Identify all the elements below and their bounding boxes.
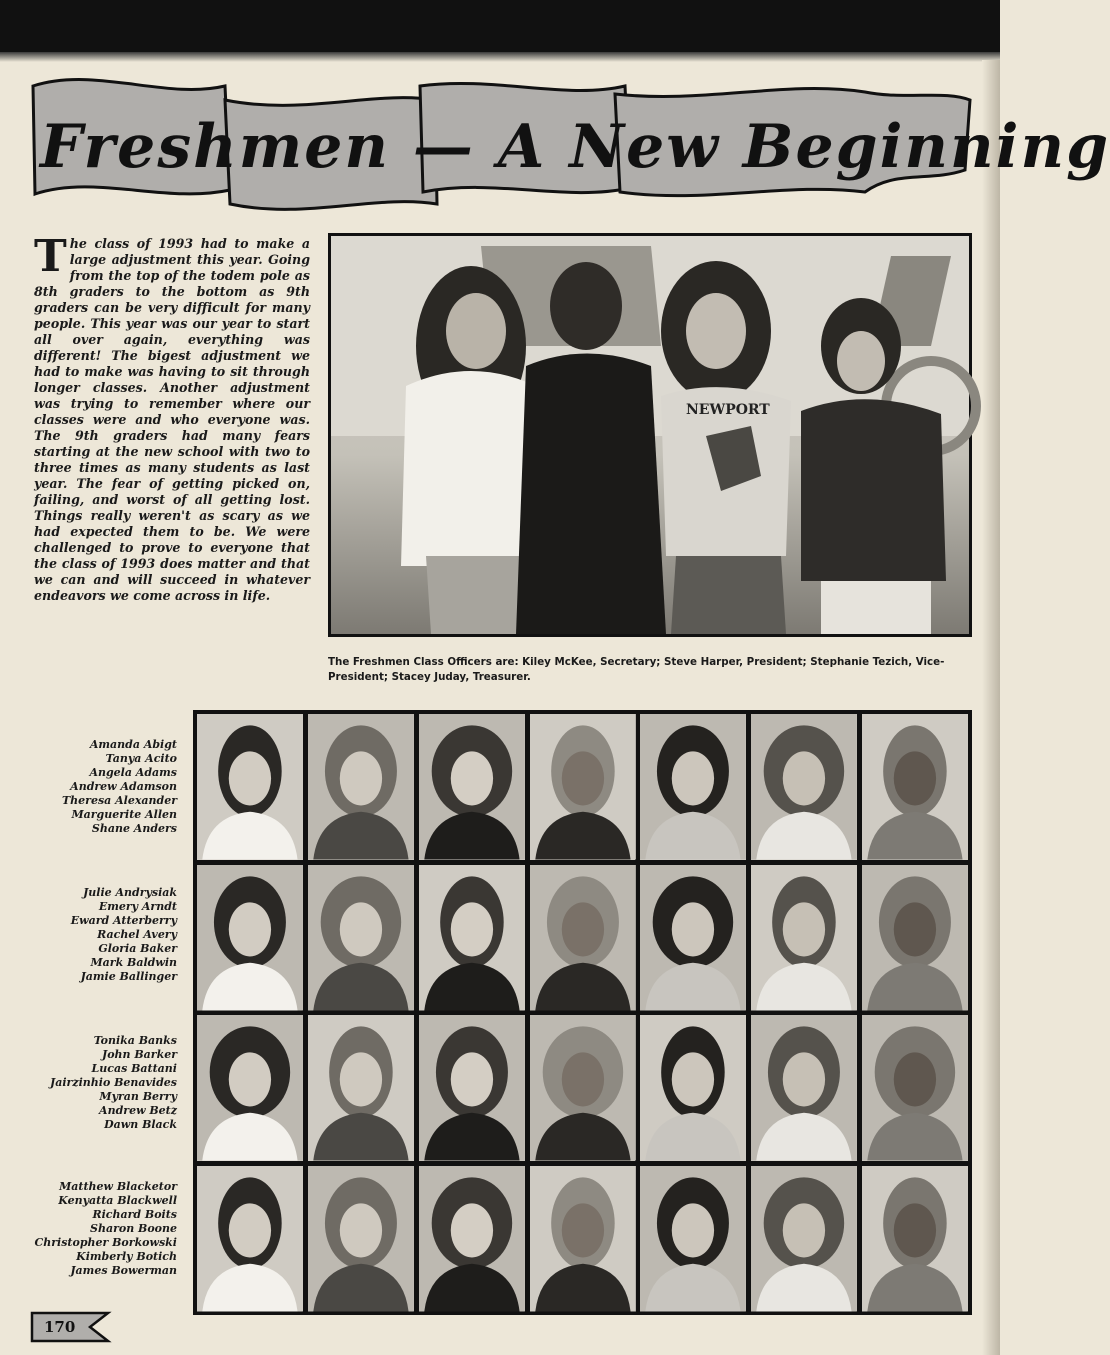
student-name: Angela Adams [89, 766, 177, 779]
student-portrait [308, 714, 414, 860]
student-name: Theresa Alexander [61, 794, 177, 807]
page-binding-shadow [982, 60, 1000, 1355]
sweatshirt-text: NEWPORT [686, 402, 770, 418]
student-portrait [751, 1015, 857, 1161]
student-portrait [197, 1015, 303, 1161]
student-portrait [862, 865, 968, 1011]
drop-cap: T [34, 231, 67, 282]
student-portrait [419, 865, 525, 1011]
student-portrait [751, 1166, 857, 1312]
student-portrait [751, 865, 857, 1011]
student-portrait [862, 714, 968, 860]
student-portrait [862, 1015, 968, 1161]
student-name: Julie Andrysiak [83, 886, 177, 899]
student-name: James Bowerman [70, 1264, 177, 1277]
student-name: Matthew Blacketor [59, 1180, 177, 1193]
student-portrait [530, 1166, 636, 1312]
intro-text: he class of 1993 had to make a large adjustment this year. Going from the top of the todem pole as 8th graders to the bottom as 9th graders can be very difficult for many people. This year was our year to start all over again, everything was different! The bigest adjustment we had to make was having to sit through longer classes. Another adjustment was trying to remember where our classes were and who everyone was. The 9th graders had many fears starting at the new school with two to three times as many students as last year. The fear of getting picked on, failing, and worst of all getting lost. Things really weren't as scary as we had expected them to be. We were challenged to prove to everyone that the class of 1993 does matter and that we can and will succeed in whatever endeavors we come across in life. [34, 236, 310, 603]
student-portrait [197, 1166, 303, 1312]
student-portrait [640, 714, 746, 860]
officers-caption: The Freshmen Class Officers are: Kiley McKee, Secretary; Steve Harper, President; Stephanie Tezich, Vice-President; Stacey Juday, Treasurer. [328, 656, 945, 683]
student-name: Christopher Borkowski [34, 1236, 177, 1249]
student-portrait [530, 1015, 636, 1161]
student-name: Emery Arndt [98, 900, 177, 913]
student-name: Jamie Ballinger [80, 970, 177, 983]
names-row-2 [20, 886, 177, 984]
page-top-shadow [0, 52, 1000, 62]
student-name: Dawn Black [104, 1118, 177, 1131]
student-name: Myran Berry [99, 1090, 177, 1103]
student-portrait [197, 865, 303, 1011]
student-portrait-grid [193, 710, 972, 1315]
student-portrait [862, 1166, 968, 1312]
student-portrait [419, 714, 525, 860]
student-name: Rachel Avery [97, 928, 177, 941]
student-portrait [419, 1015, 525, 1161]
student-name: Marguerite Allen [71, 808, 177, 821]
student-portrait [308, 1015, 414, 1161]
class-officers-photo [328, 233, 972, 637]
student-portrait [640, 1015, 746, 1161]
page-number: 170 [44, 1318, 76, 1336]
names-row-4 [20, 1180, 177, 1278]
student-name: Kenyatta Blackwell [58, 1194, 177, 1207]
student-name: Jairzinhio Benavides [50, 1076, 177, 1089]
student-name: Lucas Battani [91, 1062, 177, 1075]
student-portrait [640, 1166, 746, 1312]
names-row-3 [20, 1034, 177, 1132]
names-row-1 [20, 738, 177, 836]
student-name: Gloria Baker [98, 942, 177, 955]
student-name: Tonika Banks [93, 1034, 177, 1047]
student-portrait [308, 1166, 414, 1312]
student-portrait [530, 714, 636, 860]
student-name: Richard Boits [92, 1208, 177, 1221]
student-name: Mark Baldwin [90, 956, 177, 969]
student-name: Shane Anders [91, 822, 177, 835]
student-portrait [308, 865, 414, 1011]
student-portrait [530, 865, 636, 1011]
intro-paragraph [34, 231, 310, 604]
student-name: Sharon Boone [90, 1222, 177, 1235]
student-portrait [640, 865, 746, 1011]
student-name: Eward Atterberry [70, 914, 177, 927]
student-name: Tanya Acito [105, 752, 177, 765]
student-name: Kimberly Botich [76, 1250, 177, 1263]
student-name: John Barker [101, 1048, 177, 1061]
student-name: Amanda Abigt [89, 738, 177, 751]
page-title: Freshmen — A New Beginning [40, 112, 1110, 182]
student-name: Andrew Adamson [70, 780, 177, 793]
page-top-edge [0, 0, 1000, 52]
student-portrait [419, 1166, 525, 1312]
student-portrait [197, 714, 303, 860]
student-name: Andrew Betz [99, 1104, 177, 1117]
student-portrait [751, 714, 857, 860]
